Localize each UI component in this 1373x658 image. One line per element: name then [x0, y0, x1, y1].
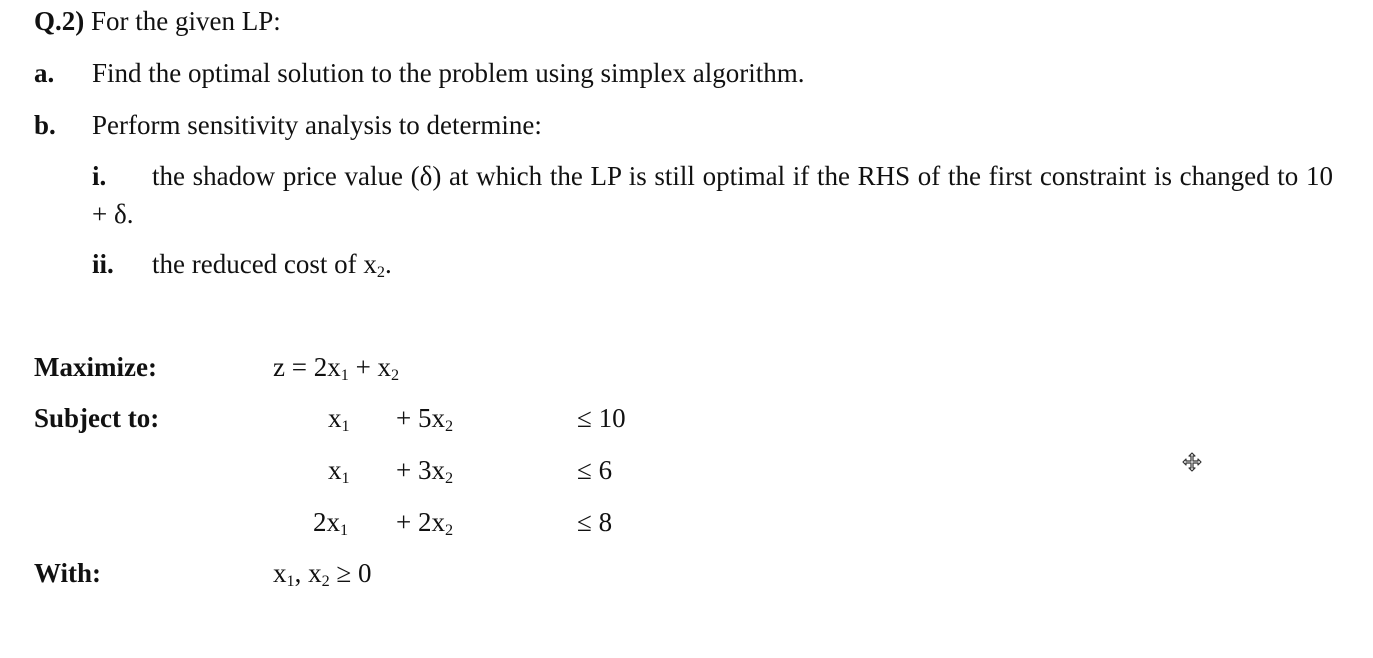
constraint-1-term-1: $x_1$ [328, 403, 350, 436]
constraint-3-term-1: $2x_1$ [313, 507, 349, 540]
question-heading [34, 6, 281, 37]
sub-item-i-text: the shadow price value (δ) at which the LP is still optimal if the RHS of the first constraint is changed to 10 + δ. [92, 161, 1333, 229]
constraint-2-term-1: $x_1$ [328, 455, 350, 488]
subject-to-label: Subject to: [34, 403, 160, 433]
constraint-1-rhs: ≤ 10 [577, 403, 626, 433]
constraint-3-term-2: + $2x_2$ [396, 507, 454, 540]
item-a-text: Find the optimal solution to the problem using simplex algorithm. [92, 58, 805, 88]
nonnegativity-constraint: $x_1$, $x_2 \ge 0$ [273, 558, 372, 591]
sub-item-i-label: i. [92, 161, 107, 191]
sub-item-ii: ii. the reduced cost of $x_2$. [92, 249, 392, 282]
item-a-label: a. [34, 58, 55, 88]
sub-item-i [92, 157, 1333, 233]
constraint-3-rhs: ≤ 8 [577, 507, 613, 537]
question-title: For the given LP: [84, 6, 281, 36]
item-b-text: Perform sensitivity analysis to determine: [92, 110, 542, 140]
sub-item-ii-label: ii. [92, 249, 114, 279]
constraint-2-term-2: + $3x_2$ [396, 455, 454, 488]
constraint-1-term-2: + $5x_2$ [396, 403, 454, 436]
move-cursor-icon [1182, 452, 1202, 472]
objective-function: $z = 2x_1 + x_2$ [273, 352, 400, 385]
item-b-label: b. [34, 110, 56, 140]
constraint-2-rhs: ≤ 6 [577, 455, 613, 485]
question-number: Q.2) [34, 6, 85, 36]
maximize-label: Maximize: [34, 352, 157, 382]
sub-item-ii-text: the reduced cost of x [152, 249, 377, 279]
with-label: With: [34, 558, 102, 588]
